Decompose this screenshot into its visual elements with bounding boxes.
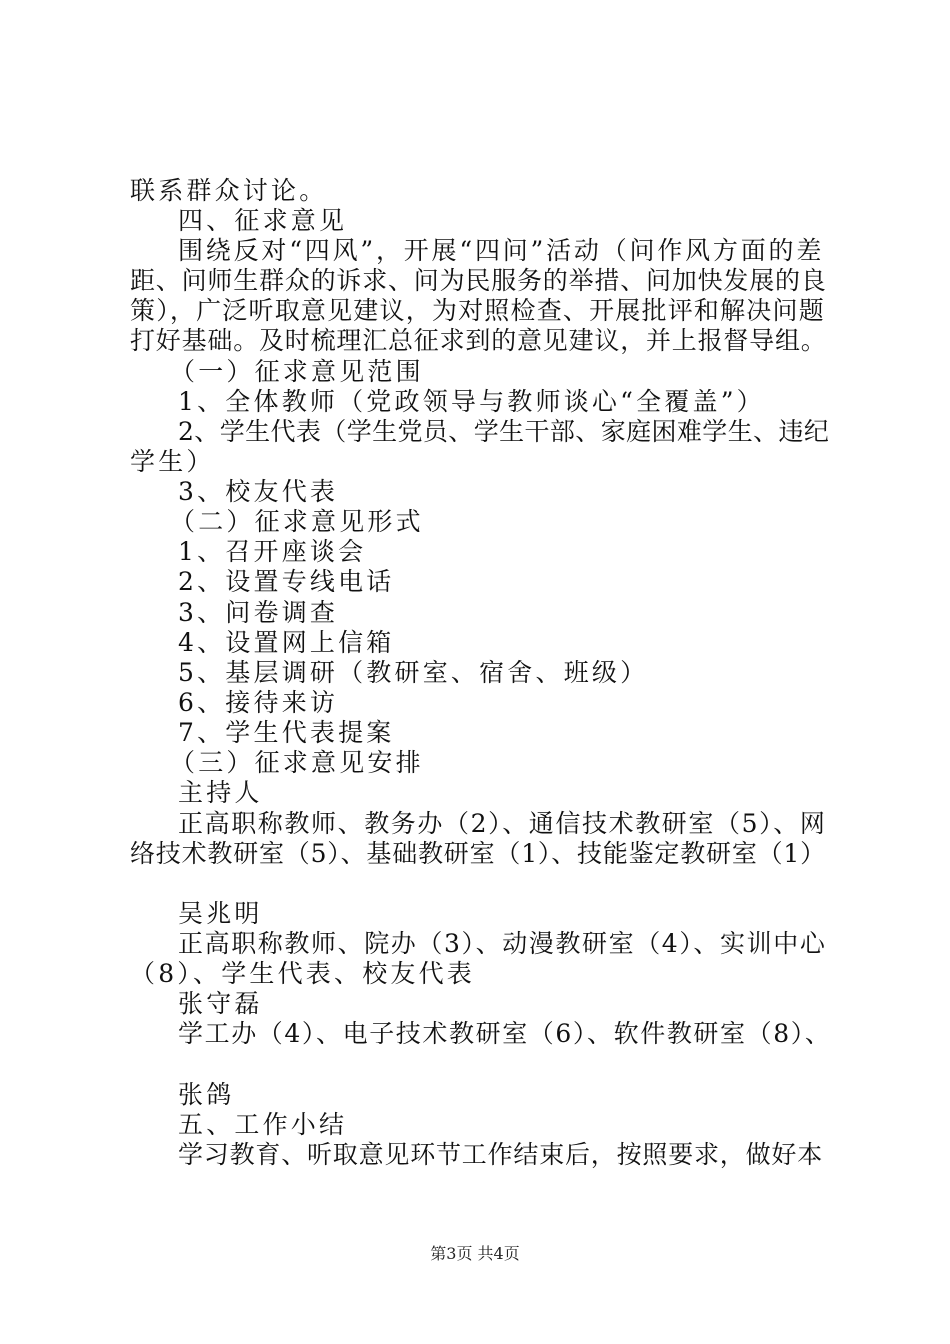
text-line: 策），广泛听取意见建议，为对照检查、开展批评和解决问题 — [130, 296, 825, 325]
section-heading: 五、工作小结 — [178, 1110, 348, 1139]
text-line: 距、问师生群众的诉求、问为民服务的举措、问加快发展的良 — [130, 266, 827, 295]
page-number-footer: 第3页 共4页 — [430, 1244, 520, 1263]
subsection-heading: （一）征求意见范围 — [170, 357, 424, 386]
text-line: 正高职称教师、院办（3）、动漫教研室（4）、实训中心 — [178, 929, 827, 958]
text-line: 围绕反对“四风”，开展“四问”活动（问作风方面的差 — [178, 236, 825, 265]
list-item: 3、问卷调查 — [178, 598, 339, 627]
list-item: 1、召开座谈会 — [178, 537, 367, 566]
text-line: （8）、学生代表、校友代表 — [130, 959, 476, 988]
text-line: 打好基础。及时梳理汇总征求到的意见建议，并上报督导组。 — [130, 326, 827, 355]
list-item-continuation: 学生） — [130, 447, 215, 476]
subsection-heading: （二）征求意见形式 — [170, 507, 424, 536]
list-item: 1、全体教师（党政领导与教师谈心“全覆盖”） — [178, 387, 765, 416]
person-name: 张鸽 — [178, 1080, 235, 1109]
text-line: 学习教育、听取意见环节工作结束后，按照要求，做好本 — [178, 1140, 824, 1169]
text-line: 主持人 — [178, 778, 263, 807]
list-item: 3、校友代表 — [178, 477, 339, 506]
list-item: 2、设置专线电话 — [178, 567, 395, 596]
list-item: 7、学生代表提案 — [178, 718, 395, 747]
list-item: 4、设置网上信箱 — [178, 628, 395, 657]
text-line: 学工办（4）、电子技术教研室（6）、软件教研室（8）、 — [178, 1019, 832, 1048]
section-heading: 四、征求意见 — [178, 206, 348, 235]
list-item: 6、接待来访 — [178, 688, 339, 717]
list-item: 5、基层调研（教研室、宿舍、班级） — [178, 658, 649, 687]
person-name: 吴兆明 — [178, 899, 263, 928]
text-line: 络技术教研室（5）、基础教研室（1）、技能鉴定教研室（1） — [130, 839, 826, 868]
text-line: 联系群众讨论。 — [130, 176, 328, 205]
text-line: 正高职称教师、教务办（2）、通信技术教研室（5）、网 — [178, 809, 827, 838]
list-item: 2、学生代表（学生党员、学生干部、家庭困难学生、违纪 — [178, 417, 830, 446]
person-name: 张守磊 — [178, 989, 263, 1018]
subsection-heading: （三）征求意见安排 — [170, 748, 424, 777]
